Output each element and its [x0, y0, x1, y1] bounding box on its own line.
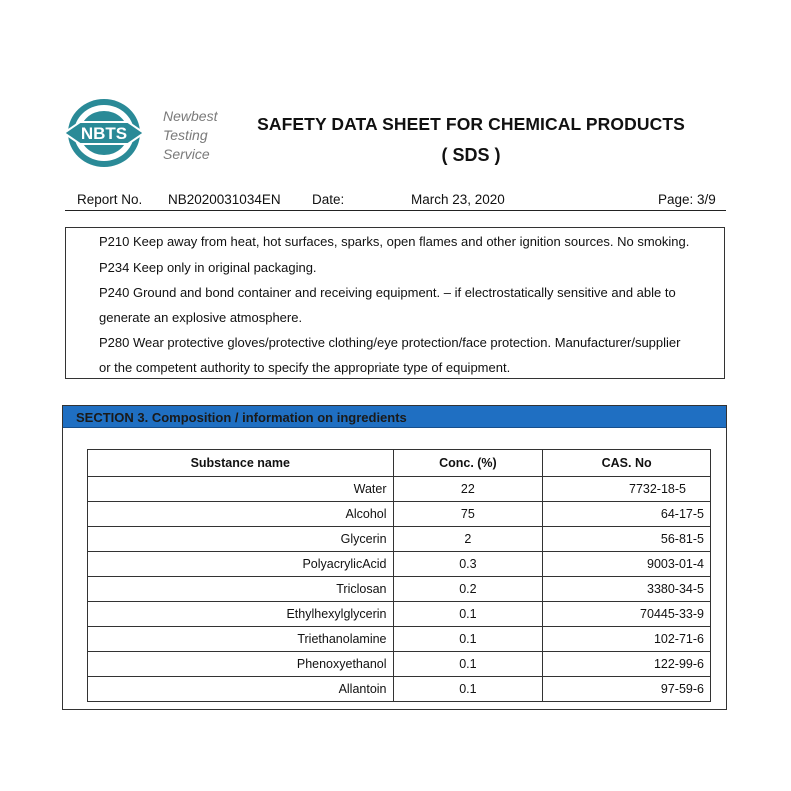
- precaution-line: P240 Ground and bond container and receiving equipment. – if electrostatically sensitive and able to: [99, 285, 676, 300]
- substance-cas: 64-17-5: [543, 502, 711, 527]
- substance-cas: 3380-34-5: [543, 577, 711, 602]
- date-label: Date:: [312, 192, 345, 207]
- substance-cas: 9003-01-4: [543, 552, 711, 577]
- document-title: SAFETY DATA SHEET FOR CHEMICAL PRODUCTS: [257, 114, 685, 134]
- table-row: [88, 552, 711, 577]
- substance-cas: 122-99-6: [543, 652, 711, 677]
- table-row: [88, 627, 711, 652]
- substance-conc: 0.1: [393, 602, 543, 627]
- report-no-value: NB2020031034EN: [168, 192, 281, 207]
- table-row: [88, 602, 711, 627]
- substance-conc: 0.2: [393, 577, 543, 602]
- substance-conc: 0.1: [393, 652, 543, 677]
- substance-cas: 70445-33-9: [543, 602, 711, 627]
- header-divider: [65, 210, 726, 211]
- nbts-logo-mark: [62, 96, 162, 170]
- page-indicator: Page: 3/9: [658, 192, 716, 207]
- section-3-composition: [62, 405, 727, 710]
- substance-cas: 102-71-6: [543, 627, 711, 652]
- substance-name: Water: [88, 477, 394, 502]
- substance-cas: 56-81-5: [543, 527, 711, 552]
- section-title: SECTION 3. Composition / information on ingredients: [76, 410, 407, 425]
- precaution-line: P210 Keep away from heat, hot surfaces, sparks, open flames and other ignition sources. No smoking.: [99, 234, 690, 249]
- substance-name: Triclosan: [88, 577, 394, 602]
- table-row: [88, 652, 711, 677]
- logo-line: Newbest: [163, 108, 218, 124]
- substance-name: Ethylhexylglycerin: [88, 602, 394, 627]
- logo-line: Testing: [163, 127, 208, 143]
- nbts-logo: [62, 96, 232, 170]
- column-header-substance: Substance name: [88, 450, 394, 477]
- table-row: [88, 577, 711, 602]
- table-row: [88, 527, 711, 552]
- column-header-cas: CAS. No: [543, 450, 711, 477]
- section-header-bar: [63, 406, 726, 428]
- substance-conc: 0.1: [393, 627, 543, 652]
- logo-line: Service: [163, 146, 210, 162]
- composition-table: [87, 449, 711, 702]
- column-header-conc: Conc. (%): [393, 450, 543, 477]
- report-no-label: Report No.: [77, 192, 143, 207]
- table-row: [88, 677, 711, 702]
- table-row: [88, 477, 711, 502]
- precaution-line: generate an explosive atmosphere.: [99, 310, 303, 325]
- precaution-line: P234 Keep only in original packaging.: [99, 260, 317, 275]
- table-row: [88, 502, 711, 527]
- substance-conc: 22: [393, 477, 543, 502]
- substance-name: Allantoin: [88, 677, 394, 702]
- date-value: March 23, 2020: [411, 192, 505, 207]
- substance-conc: 0.3: [393, 552, 543, 577]
- substance-name: Triethanolamine: [88, 627, 394, 652]
- document-subtitle: ( SDS ): [441, 145, 501, 165]
- logo-mark-text: NBTS: [80, 124, 128, 143]
- logo-wordmark: [163, 107, 217, 164]
- substance-conc: 0.1: [393, 677, 543, 702]
- substance-conc: 75: [393, 502, 543, 527]
- substance-cas: 97-59-6: [543, 677, 711, 702]
- table-header-row: [88, 450, 711, 477]
- substance-name: Alcohol: [88, 502, 394, 527]
- substance-name: Glycerin: [88, 527, 394, 552]
- substance-name: PolyacrylicAcid: [88, 552, 394, 577]
- precautionary-statements-box: [65, 227, 725, 379]
- precaution-line: or the competent authority to specify the appropriate type of equipment.: [99, 360, 511, 375]
- substance-conc: 2: [393, 527, 543, 552]
- substance-name: Phenoxyethanol: [88, 652, 394, 677]
- substance-cas: 7732-18-5: [543, 477, 711, 502]
- precaution-line: P280 Wear protective gloves/protective clothing/eye protection/face protection. Manufacturer/supplier: [99, 335, 681, 350]
